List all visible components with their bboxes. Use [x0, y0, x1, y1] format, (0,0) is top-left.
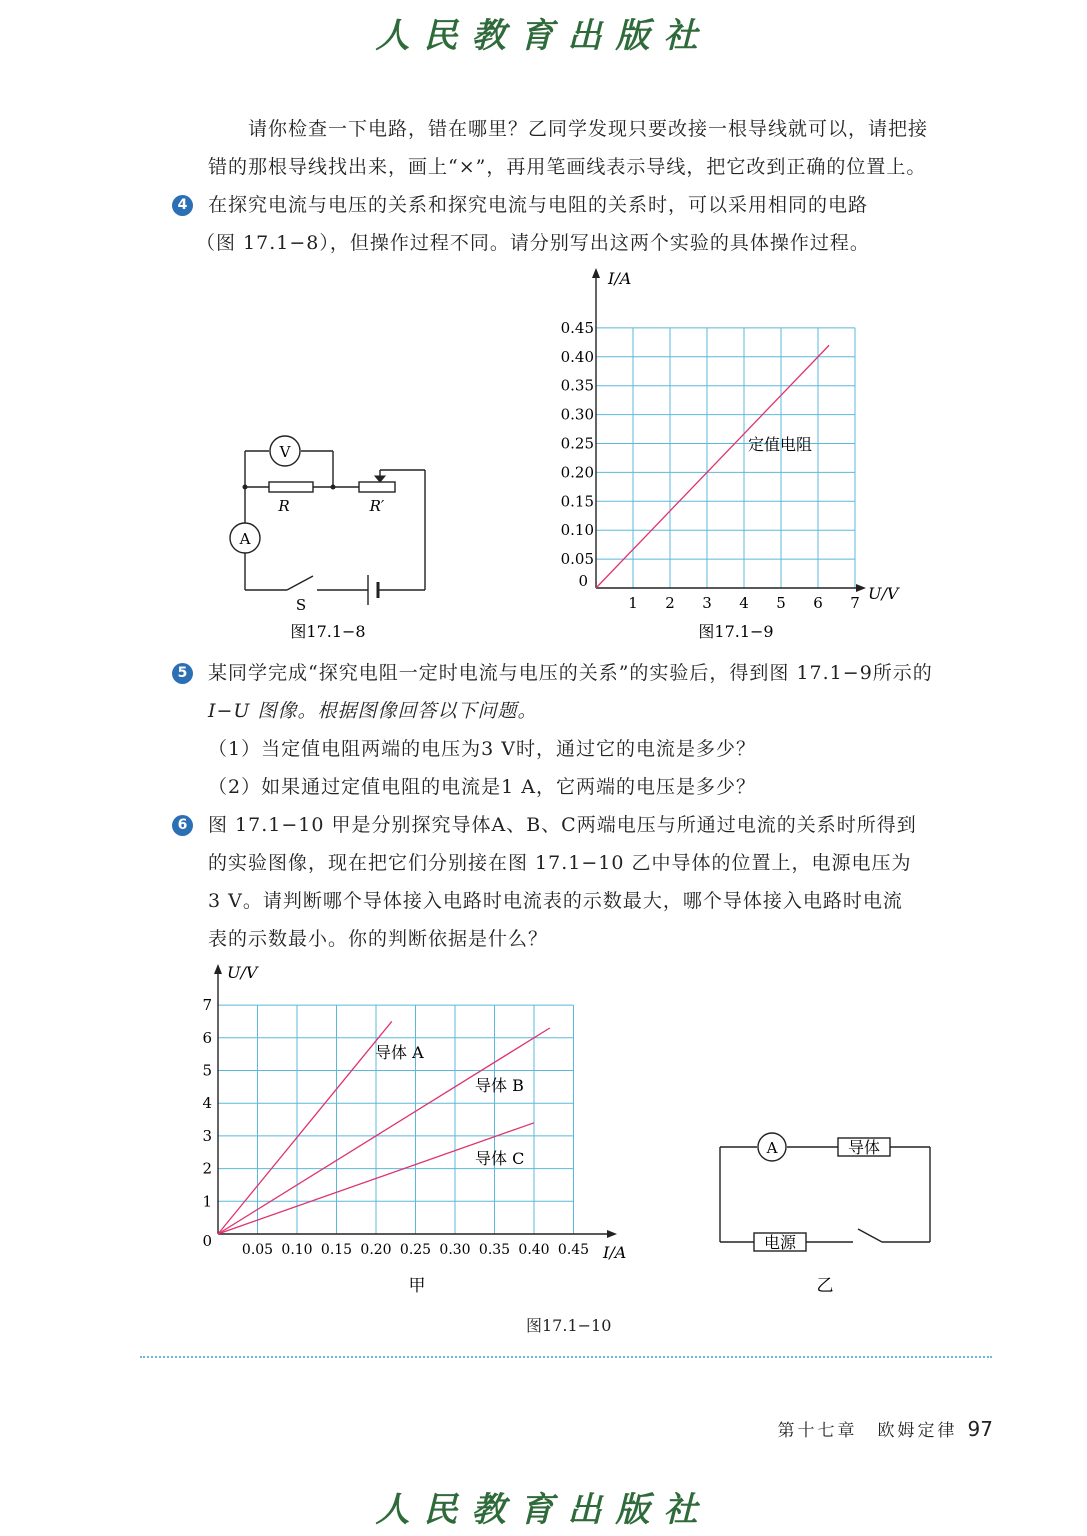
- chart9-x-tick-7: 7: [850, 594, 860, 612]
- chart10-x-tick-0.40: 0.40: [518, 1242, 550, 1258]
- q6-line-3: 3 V。请判断哪个导体接入电路时电流表的示数最大，哪个导体接入电路时电流: [208, 890, 903, 912]
- chart9-x-arrow: [856, 584, 866, 592]
- chart10-x-tick-0.05: 0.05: [241, 1242, 274, 1258]
- chart10-grid: [218, 1005, 574, 1234]
- chart9-x-tick-6: 6: [813, 594, 823, 612]
- q4-line-2: （图 17.1−8），但操作过程不同。请分别写出这两个实验的具体操作过程。: [196, 232, 870, 254]
- chart10-origin: 0: [202, 1232, 212, 1250]
- q5-line-1: 某同学完成“探究电阻一定时电流与电压的关系”的实验后，得到图 17.1−9所示的: [208, 662, 933, 684]
- question-5: [177, 654, 978, 730]
- chart9-y-tick-0.45: 0.45: [560, 318, 594, 337]
- chart10-series-line-a: [218, 1021, 392, 1234]
- chart9-origin: 0: [578, 572, 588, 590]
- chart9-y-tick-0.40: 0.40: [560, 347, 594, 366]
- chart9-ticks: [561, 319, 860, 612]
- question-4: [177, 186, 978, 262]
- figure-17-1-8-circuit: [225, 430, 445, 645]
- publisher-header: 人民教育出版社: [375, 16, 712, 56]
- fig8-caption: 图17.1−8: [290, 622, 366, 641]
- fig8-resistor-label: R: [278, 497, 290, 515]
- chart10-y-tick-4: 4: [202, 1094, 212, 1113]
- fig8-rheostat-label: R′: [369, 497, 385, 515]
- figure-17-1-10-yi-circuit: [710, 1125, 945, 1300]
- chart9-y-tick-0.05: 0.05: [560, 550, 594, 569]
- chart10-x-tick-0.15: 0.15: [320, 1242, 353, 1258]
- intro-paragraph: [208, 110, 978, 186]
- chart10-label-c: 导体 C: [475, 1149, 525, 1168]
- fig10-ammeter-label: A: [766, 1139, 778, 1157]
- publisher-footer-logo: 人民教育出版社: [375, 1490, 712, 1530]
- chart10-x-tick-0.25: 0.25: [399, 1242, 432, 1258]
- fig10-jia-label: 甲: [408, 1276, 426, 1296]
- chart9-y-tick-0.35: 0.35: [560, 376, 594, 395]
- fig10-source-label: 电源: [763, 1233, 797, 1252]
- fig8-ammeter-label: A: [239, 530, 251, 548]
- chart10-y-tick-5: 5: [202, 1061, 212, 1080]
- chart10-x-tick-0.20: 0.20: [360, 1242, 392, 1258]
- chart9-x-tick-1: 1: [628, 594, 638, 612]
- q5-subquestion-1: （1）当定值电阻两端的电压为3 V时，通过它的电流是多少？: [208, 738, 756, 760]
- chart10-label-a: 导体 A: [375, 1043, 424, 1062]
- chart9-y-arrow: [592, 268, 600, 278]
- chart9-y-tick-0.15: 0.15: [560, 492, 594, 511]
- chart9-x-tick-4: 4: [739, 594, 749, 612]
- chart10-y-tick-2: 2: [202, 1159, 212, 1178]
- fig10-yi-label: 乙: [816, 1276, 834, 1296]
- chart9-grid: [596, 328, 855, 588]
- question-5-number-badge: 5: [172, 663, 193, 684]
- footer-divider: [140, 1356, 992, 1358]
- page-footer: [778, 1416, 993, 1441]
- chart9-xlabel: U/V: [868, 584, 899, 603]
- fig10-conductor-label: 导体: [847, 1138, 881, 1157]
- chart9-y-tick-0.10: 0.10: [560, 521, 594, 540]
- chart10-label-b: 导体 B: [475, 1076, 524, 1095]
- chart9-series: [596, 345, 829, 588]
- chart10-ylabel: U/V: [227, 963, 258, 982]
- chart9-x-tick-2: 2: [665, 594, 675, 612]
- intro-line-1: 请你检查一下电路，错在哪里？乙同学发现只要改接一根导线就可以，请把接: [248, 118, 929, 140]
- chapter-title: 第十七章 欧姆定律: [777, 1421, 958, 1441]
- chart10-x-tick-0.30: 0.30: [439, 1242, 471, 1258]
- intro-line-2: 错的那根导线找出来，画上“×”，再用笔画线表示导线，把它改到正确的位置上。: [208, 156, 927, 178]
- q6-line-4: 表的示数最小。你的判断依据是什么？: [208, 928, 549, 950]
- figure-17-1-10-jia-chart: [185, 958, 645, 1298]
- chart10-y-tick-3: 3: [202, 1126, 212, 1145]
- q6-line-1: 图 17.1−10 甲是分别探究导体A、B、C两端电压与所通过电流的关系时所得到: [208, 814, 917, 836]
- question-6: [177, 806, 978, 958]
- q5-subquestion-2: （2）如果通过定值电阻的电流是1 A，它两端的电压是多少？: [208, 776, 756, 798]
- chart10-y-tick-6: 6: [202, 1028, 212, 1047]
- chart9-line-label: 定值电阻: [748, 435, 813, 454]
- chart9-y-tick-0.30: 0.30: [560, 405, 594, 424]
- chart9-y-tick-0.20: 0.20: [560, 463, 594, 482]
- chart10-y-tick-1: 1: [202, 1192, 212, 1211]
- q4-line-1: 在探究电流与电压的关系和探究电流与电阻的关系时，可以采用相同的电路: [208, 194, 869, 216]
- chart10-xlabel: I/A: [603, 1243, 627, 1262]
- chart10-y-tick-7: 7: [202, 996, 212, 1015]
- question-6-number-badge: 6: [172, 815, 193, 836]
- chart10-y-arrow: [214, 964, 222, 974]
- chart10-x-tick-0.45: 0.45: [557, 1242, 590, 1258]
- q5-line-2: I−U 图像。根据图像回答以下问题。: [208, 700, 538, 722]
- fig8-switch-label: S: [295, 596, 307, 614]
- chart9-series-line-0: [596, 345, 829, 588]
- chart9-ylabel: I/A: [608, 269, 632, 288]
- fig10-caption: 图17.1−10: [526, 1316, 612, 1335]
- chart10-x-tick-0.35: 0.35: [478, 1242, 511, 1258]
- q6-line-2: 的实验图像，现在把它们分别接在图 17.1−10 乙中导体的位置上，电源电压为: [208, 852, 912, 874]
- fig8-voltmeter-label: V: [279, 443, 291, 461]
- figure-17-1-9-chart: [560, 262, 920, 647]
- page-number: 97: [967, 1417, 993, 1441]
- chart9-x-tick-3: 3: [702, 594, 712, 612]
- chart10-x-arrow: [607, 1230, 617, 1238]
- chart9-x-tick-5: 5: [776, 594, 786, 612]
- fig9-caption: 图17.1−9: [698, 622, 774, 641]
- chart9-y-tick-0.25: 0.25: [560, 434, 594, 453]
- chart10-x-tick-0.10: 0.10: [281, 1242, 313, 1258]
- question-4-number-badge: 4: [172, 195, 193, 216]
